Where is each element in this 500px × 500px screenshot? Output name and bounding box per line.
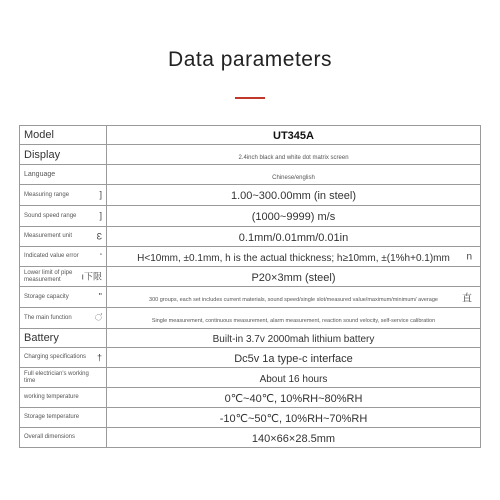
label-glyph-mark: Ɛ: [96, 231, 102, 241]
parameter-label: Measuring range: [24, 191, 70, 198]
parameter-value: About 16 hours: [259, 373, 328, 385]
parameter-label: Battery: [24, 332, 59, 344]
parameter-value-cell: [107, 388, 481, 408]
parameter-row: [20, 428, 481, 448]
parameter-value-cell: [107, 348, 481, 368]
parameter-row: [20, 126, 481, 145]
parameter-label: The main function: [24, 314, 72, 321]
parameter-label-cell: [20, 329, 107, 348]
page-title: Data parameters: [168, 48, 332, 71]
label-glyph-mark: ]: [99, 210, 102, 221]
parameter-label: Display: [24, 148, 61, 161]
parameter-row: [20, 145, 481, 165]
parameter-label: Lower limit of pipe measurement: [24, 269, 73, 283]
parameter-row: [20, 368, 481, 388]
parameter-label: Indicated value error: [24, 253, 79, 259]
parameters-table-body: [20, 126, 481, 448]
parameter-label: Sound speed range: [24, 212, 77, 219]
parameter-label-cell: [20, 126, 107, 145]
parameter-value: 300 groups, each set includes current materials, sound speed/single slot/measured value/maximum/minimum/ average: [149, 297, 438, 303]
parameter-value: P20×3mm (steel): [251, 271, 336, 284]
parameter-label-cell: [20, 267, 107, 287]
parameter-label: Language: [24, 170, 56, 178]
parameter-value-cell: [107, 308, 481, 329]
value-glyph-mark: 直: [462, 293, 472, 305]
parameter-label-cell: [20, 145, 107, 165]
parameter-value: UT345A: [273, 130, 314, 142]
parameter-row: [20, 165, 481, 185]
label-glyph-mark: ‘: [100, 251, 102, 261]
parameter-value-cell: [107, 329, 481, 348]
parameter-value: -10℃~50℃, 10%RH~70%RH: [219, 412, 368, 425]
parameter-label: Storage capacity: [24, 293, 69, 300]
parameter-value: Chinese/english: [272, 174, 315, 181]
parameter-label-cell: [20, 388, 107, 408]
parameter-row: [20, 267, 481, 287]
label-glyph-mark: ʹʹ: [98, 291, 102, 302]
parameter-label-cell: [20, 227, 107, 247]
parameter-label-cell: [20, 165, 107, 185]
parameter-value-cell: [107, 206, 481, 227]
parameter-label-cell: [20, 408, 107, 428]
label-glyph-mark: ı下限: [81, 271, 102, 281]
parameters-table: [19, 125, 481, 448]
parameter-value-cell: [107, 145, 481, 165]
parameter-label: Model: [24, 129, 54, 141]
parameter-value: Built-in 3.7v 2000mah lithium battery: [212, 334, 375, 345]
parameter-value: H<10mm, ±0.1mm, h is the actual thickness; h≥10mm, ±(1%h+0.1)mm: [137, 252, 450, 264]
parameter-value-cell: [107, 247, 481, 267]
parameter-row: [20, 206, 481, 227]
parameter-label-cell: [20, 287, 107, 308]
parameter-label-cell: [20, 348, 107, 368]
parameter-label-cell: [20, 428, 107, 448]
parameter-row: [20, 408, 481, 428]
parameter-value: 1.00~300.00mm (in steel): [230, 190, 357, 202]
parameter-value: Dc5v 1a type-c interface: [234, 352, 353, 365]
parameter-value-cell: [107, 165, 481, 185]
parameter-value-cell: [107, 408, 481, 428]
parameter-row: [20, 348, 481, 368]
parameter-label: Overall dimensions: [24, 434, 76, 440]
parameter-value-cell: [107, 428, 481, 448]
parameter-row: [20, 287, 481, 308]
parameter-value: 0℃~40℃, 10%RH~80%RH: [224, 392, 363, 405]
parameter-value: (1000~9999) m/s: [251, 211, 336, 223]
parameter-row: [20, 227, 481, 247]
parameter-label-cell: [20, 368, 107, 388]
value-glyph-mark: n: [466, 251, 472, 262]
parameter-row: [20, 308, 481, 329]
parameter-label-cell: [20, 308, 107, 329]
parameter-row: [20, 388, 481, 408]
parameter-value: 0.1mm/0.01mm/0.01in: [238, 231, 349, 244]
label-glyph-mark: †: [96, 352, 102, 362]
parameter-label-cell: [20, 185, 107, 206]
parameter-label: Full electrician's working time: [24, 370, 89, 384]
label-glyph-mark: ]: [99, 189, 102, 200]
parameter-value: Single measurement, continuous measurement, alarm measurement, reaction sound velocity, self-service calibration: [151, 318, 436, 324]
parameter-value: 2.4inch black and white dot matrix screen: [238, 154, 349, 161]
label-glyph-mark: ਂ: [94, 312, 102, 323]
parameter-label-cell: [20, 206, 107, 227]
parameter-value-cell: [107, 368, 481, 388]
parameter-row: [20, 185, 481, 206]
parameter-value-cell: [107, 185, 481, 206]
parameter-label: Measurement unit: [24, 233, 73, 239]
parameter-value-cell: [107, 267, 481, 287]
parameter-value-cell: [107, 287, 481, 308]
parameter-label: working temperature: [24, 394, 79, 400]
parameter-label: Charging specifications: [24, 354, 87, 360]
parameter-label: Storage temperature: [24, 414, 80, 420]
parameter-value: 140×66×28.5mm: [251, 432, 336, 445]
parameter-value-cell: [107, 227, 481, 247]
parameter-row: [20, 247, 481, 267]
parameter-label-cell: [20, 247, 107, 267]
parameter-row: [20, 329, 481, 348]
parameter-value-cell: [107, 126, 481, 145]
title-accent-bar: [235, 97, 265, 99]
